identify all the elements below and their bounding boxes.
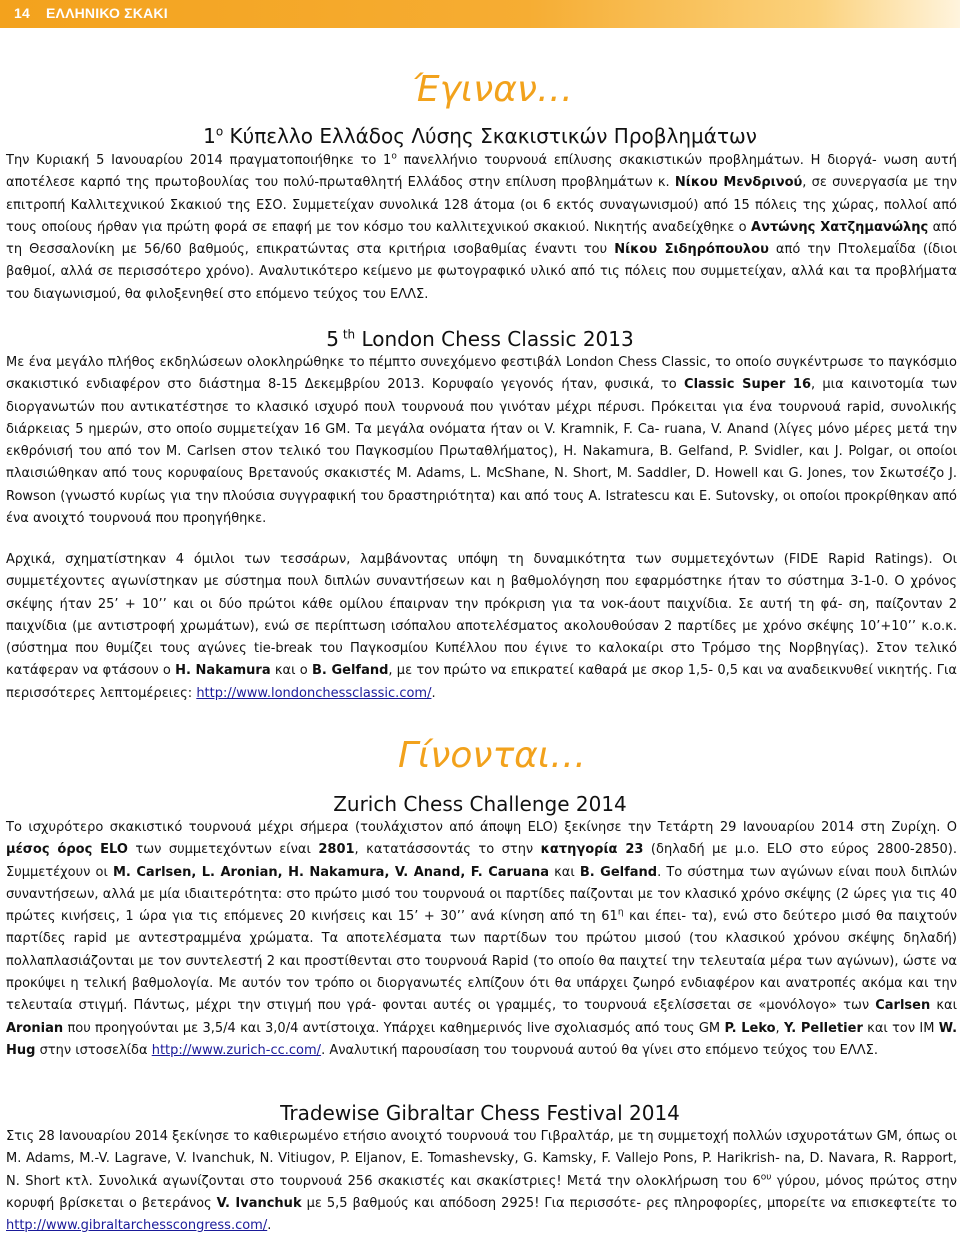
article-paragraph-london-2: Αρχικά, σχηματίστηκαν 4 όμιλοι των τεσσάρων, λαμβάνοντας υπόψη τη δυναμικότητα των συμμετεχόντων (FIDE Rapid Ratings). Οι συμμετέχοντες αγωνίστηκαν με σύστημα πουλ διπλών συναντήσεων και η βαθμολόγηση που εφαρμόστηκε ήταν το σύστημα 3-1-0. Ο χρόνος σκέψης ήταν 25’ + 10’’ και οι δύο πρώτοι κάθε ομίλου έπαιρναν την πρόκριση για τα νοκ-άουτ παιχνίδια. Σε αυτή τη φά- ση, παίζονταν 2 παιχνίδια (με αντιστροφή χρωμάτων), ενώ σε περίπτωση ισόπαλου αποτελέσματος ακολουθούσαν 2 παρτίδες με χρόνο σκέψης 10’+10’’ κ.ο.κ. (σύστημα που θυμίζει τους αγώνες tie-break του Παγκοσμίου Κυπέλλου που έγινε το καλοκαίρι στο Τρόμσο της Νορβηγίας). Στον τελικό κατάφεραν να φτάσουν ο H. Nakamura και ο B. Gelfand, με τον πρώτο να επικρατεί καθαρά με σκορ 1,5- 0,5 και να αναδεικνυθεί νικητής. Για περισσότερες λεπτομέρειες: http://www.londonchessclassic.com/. (6, 552, 957, 701)
section-title-past: Έγιναν… (412, 69, 574, 110)
article-title-cup: $1^o$ Κύπελλο Ελλάδος Λύσης Σκακιστικών Προβλημάτων (203, 124, 757, 148)
article-paragraph-london-1: Με ένα μεγάλο πλήθος εκδηλώσεων ολοκληρώθηκε το πέμπτο συνεχόμενο φεστιβάλ London Chess Classic, το οποίο συγκέντρωσε το παγκόσμιο σκακιστικό ενδιαφέρον στο διάστημα 8-15 Δεκεμβρίου 2013. Κορυφαίο γεγονός ήταν, φυσικά, το Classic Super 16, μια καινοτομία των διοργανωτών που αντικατέστησε το κλασικό ισχυρό πουλ τουρνουά που γινόταν μέχρι πέρυσι. Πρόκειται για ένα τουρνουά rapid, συνολικής διάρκειας 5 ημερών, στο οποίο συμμετείχαν 16 GM. Τα μεγάλα ονόματα ήταν οι V. Kramnik, F. Ca- ruana, V. Anand (λίγες μόνο μέρες μετά την εκθρόνισή του από τον M. Carlsen στον τελικό του Παγκοσμίου Πρωταθλήματος), H. Nakamura, B. Gelfand, P. Svidler, και J. Polgar, οι οποίοι πλαισιώθηκαν από τους κορυφαίους Βρετανούς σκακιστές M. Adams, L. McShane, N. Short, M. Saddler, D. Howell και G. Jones, τον Σκωτσέζο J. Rowson (γνωστό κυρίως για την πλούσια συγγραφική του δραστηριότητα) και από τους A. Istratescu και E. Sutovsky, οι οποίοι προκρίθηκαν από ένα ανοιχτό τουρνουά που προηγήθηκε. (6, 355, 957, 527)
page-header-band (0, 0, 960, 28)
article-title-zurich: Zurich Chess Challenge 2014 (333, 792, 627, 816)
gibraltar-link[interactable]: http://www.gibraltarchesscongress.com/ (6, 1218, 268, 1234)
section-title-ongoing: Γίνονται… (398, 735, 587, 776)
article-paragraph-zurich: Το ισχυρότερο σκακιστικό τουρνουά μέχρι σήμερα (τουλάχιστον από άποψη ELO) ξεκίνησε την Τετάρτη 29 Ιανουαρίου 2014 στη Ζυρίχη. Ο μέσος όρος ELO των συμμετεχόντων είναι 2801, κατατάσσοντάς το στην κατηγορία 23 (δηλαδή με μ.ο. ELO στο εύρος 2800-2850). Συμμετέχουν οι M. Carlsen, L. Aronian, H. Nakamura, V. Anand, F. Caruana και B. Gelfand. Το σύστημα των αγώνων είναι πουλ διπλών συναντήσεων, αλλά με μία ιδιαιτερότητα: στο πρώτο μισό του τουρνουά οι παρτίδες παίζονται με τον κλασικό χρόνο σκέψης (2 ώρες για τις 40 πρώτες κινήσεις, 1 ώρα για τις επόμενες 20 κινήσεις και 15’ + 30’’ ανά κίνηση από τη $61^\eta$ και έπει- τα), ενώ στο δεύτερο μισό θα παιχτούν παρτίδες rapid με αντεστραμμένα χρώματα. Τα αποτελέσματα των παρτίδων του πρώτου μισού (του κλασικού χρόνου σκέψης δηλαδή) πολλαπλασιάζονται με τον συντελεστή 2 και προστίθενται στο τουρνουά Rapid (το οποίο θα παιχτεί την τελευταία μέρα των αγώνων), ώστε να προκύψει η τελική βαθμολογία. Με αυτόν τον τρόπο οι διοργανωτές ελπίζουν ότι θα υπάρχει ζωηρό ενδιαφέρον και ανατροπές ακόμα και την τελευταία στιγμή. Πάντως, μέχρι την στιγμή που γρά- φονται αυτές οι γραμμές, το τουρνουά εξελίσσεται σε «μονόλογο» των Carlsen και Aronian που προηγούνται με 3,5/4 και 3,0/4 αντίστοιχα. Υπάρχει καθημερινός live σχολιασμός από τους GM P. Leko, Y. Pelletier και τον IM W. Hug στην ιστοσελίδα http://www.zurich-cc.com/. Αναλυτική παρουσίαση του τουρνουά αυτού θα γίνει στο επόμενο τεύχος του ΕΛΛΣ. (6, 820, 958, 1058)
article-paragraph-cup: Την Κυριακή 5 Ιανουαρίου 2014 πραγματοποιήθηκε το $1^o$ πανελλήνιο τουρνουά επίλυσης σκακιστικών προβλημάτων. Η διοργά- νωση αυτή αποτέλεσε καρπό της πρωτοβουλίας του πολύ-πρωταθλητή Ελλάδος στην επίλυση προβλημάτων κ. Νίκου Μενδρινού, σε συνεργασία με την επιτροπή Καλλιτεχνικού Σκακιού της ΕΣΟ. Συμμετείχαν συνολικά 128 άτομα (οι 6 εκτός συναγωνισμού) από 15 πόλεις της χώρας, πολλοί από τους οποίους ήρθαν για πρώτη φορά σε επαφή με τον κόσμο του καλλιτεχνικού σκακιού. Νικητής αναδείχθηκε ο Αντώνης Χατζημανώλης από τη Θεσσαλονίκη με 56/60 βαθμούς, επικρατώντας στα κριτήρια ισοβαθμίας έναντι του Νίκου Σιδηρόπουλου από την Πτολεμαΐδα (ίδιοι βαθμοί, αλλά σε περισσότερο χρόνο). Αναλυτικότερο κείμενο με φωτογραφικό υλικό από τις πόλεις που συμμετείχαν, αλλά και τα προβλήματα του διαγωνισμού, θα φιλοξενηθεί στο επόμενο τεύχος του ΕΛΛΣ. (6, 151, 958, 302)
article-title-london: 5 $^{th}$ London Chess Classic 2013 (326, 327, 634, 351)
london-link[interactable]: http://www.londonchessclassic.com/ (196, 685, 432, 701)
article-title-gibraltar: Tradewise Gibraltar Chess Festival 2014 (280, 1101, 680, 1125)
page-number: 14 (14, 5, 30, 21)
article-paragraph-gibraltar: Στις 28 Ιανουαρίου 2014 ξεκίνησε το καθιερωμένο ετήσιο ανοιχτό τουρνουά του Γιβραλτάρ, με τη συμμετοχή πολλών ισχυροτάτων GM, όπως οι M. Adams, M.-V. Lagrave, V. Ivanchuk, N. Vitiugov, P. Eljanov, E. Tomashevsky, G. Kamsky, F. Vallejo Pons, P. Harikrish- na, D. Navara, R. Rapport, N. Short κτλ. Συνολικά αγωνίζονται στο τουρνουά 256 σκακιστές και σκακίστριες! Μετά την ολοκλήρωση του $6^{o\upsilon}$ γύρου, μόνος πρώτος στην κορυφή βρίσκεται ο βετεράνος V. Ivanchuk με 5,5 βαθμούς και απόδοση 2925! Για περισσότε- ρες πληροφορίες, μπορείτε να επισκεφτείτε το http://www.gibraltarchesscongress.com/. (6, 1129, 957, 1234)
zurich-link[interactable]: http://www.zurich-cc.com/ (151, 1042, 322, 1058)
magazine-title: ΕΛΛΗΝΙΚΟ ΣΚΑΚΙ (46, 5, 168, 21)
